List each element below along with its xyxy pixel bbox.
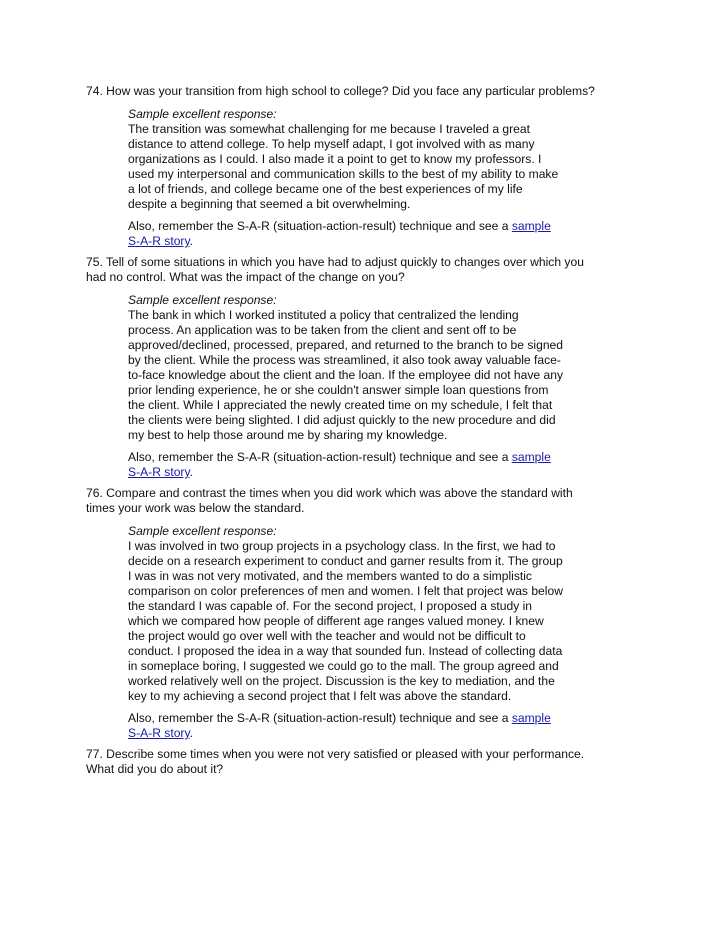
sample-sar-story-link[interactable]: S-A-R story [128,465,190,479]
answer-line: to-face knowledge about the client and the loan. If the employee did not have any [128,368,564,382]
question-line: 75. Tell of some situations in which you have had to adjust quickly to changes over which you [86,255,584,269]
sample-response-label: Sample excellent response: [128,524,277,538]
answer-line: key to my achieving a second project that I felt was above the standard. [128,689,512,703]
reference-text: Also, remember the S-A-R (situation-action-result) technique and see a [128,450,512,464]
sample-sar-story-link[interactable]: S-A-R story [128,726,190,740]
answer-line: comparison on color preferences of men and women. I felt that project was below [128,584,563,598]
answer-line: the client. While I appreciated the newly created time on my schedule, I felt that [128,398,553,412]
reference-period: . [189,465,193,479]
reference-text: Also, remember the S-A-R (situation-action-result) technique and see a [128,711,512,725]
answer-line: used my interpersonal and communication skills to the best of my ability to make [128,167,559,181]
question-line: had no control. What was the impact of the change on you? [86,270,405,284]
question-line: 76. Compare and contrast the times when you did work which was above the standard with [86,486,573,500]
sample-response-label: Sample excellent response: [128,107,277,121]
sample-response-76 [86,524,646,704]
reference-period: . [189,234,193,248]
answer-line: a lot of friends, and college became one of the best experiences of my life [128,182,523,196]
answer-line: by the client. While the process was streamlined, it also took away valuable face- [128,353,561,367]
answer-line: despite a beginning that seemed a bit overwhelming. [128,197,411,211]
sample-response-74 [86,107,646,212]
question-77 [86,747,646,777]
question-line: 74. How was your transition from high school to college? Did you face any particular problems? [86,84,595,98]
answer-line: which we compared how people of different age ranges valued money. I knew [128,614,544,628]
answer-line: I was involved in two group projects in a psychology class. In the first, we had to [128,539,556,553]
sar-reference-76 [86,711,646,741]
sample-sar-story-link[interactable]: sample [511,711,551,725]
answer-line: I was in was not very motivated, and the members wanted to do a simplistic [128,569,532,583]
question-line: 77. Describe some times when you were not very satisfied or pleased with your performance. [86,747,585,761]
answer-line: The transition was somewhat challenging for me because I traveled a great [128,122,530,136]
answer-line: prior lending experience, he or she couldn't answer simple loan questions from [128,383,549,397]
question-line: What did you do about it? [86,762,224,776]
reference-text: Also, remember the S-A-R (situation-action-result) technique and see a [128,219,512,233]
answer-line: worked relatively well on the project. Discussion is the key to mediation, and the [128,674,555,688]
question-76 [86,486,646,516]
answer-line: distance to attend college. To help myself adapt, I got involved with as many [128,137,535,151]
answer-line: the clients were being slighted. I did adjust quickly to the new procedure and did [128,413,556,427]
sample-response-75 [86,293,646,443]
answer-line: the project would go over well with the teacher and would not be difficult to [128,629,526,643]
sar-reference-75 [86,450,646,480]
document-page [86,84,646,785]
answer-line: decide on a research experiment to conduct and garner results from it. The group [128,554,563,568]
answer-line: organizations as I could. I also made it a point to get to know my professors. I [128,152,542,166]
question-line: times your work was below the standard. [86,501,305,515]
reference-period: . [189,726,193,740]
answer-line: my best to help those around me by sharing my knowledge. [128,428,448,442]
answer-line: conduct. I proposed the idea in a way that sounded fun. Instead of collecting data [128,644,563,658]
sample-response-label: Sample excellent response: [128,293,277,307]
sample-sar-story-link[interactable]: S-A-R story [128,234,190,248]
sar-reference-74 [86,219,646,249]
answer-line: The bank in which I worked instituted a policy that centralized the lending [128,308,519,322]
answer-line: the standard I was capable of. For the second project, I proposed a study in [128,599,533,613]
answer-line: in someplace boring, I suggested we could go to the mall. The group agreed and [128,659,559,673]
question-74 [86,84,646,99]
question-75 [86,255,646,285]
sample-sar-story-link[interactable]: sample [511,450,551,464]
answer-line: process. An application was to be taken from the client and sent off to be [128,323,517,337]
answer-line: approved/declined, processed, prepared, and returned to the branch to be signed [128,338,564,352]
sample-sar-story-link[interactable]: sample [511,219,551,233]
